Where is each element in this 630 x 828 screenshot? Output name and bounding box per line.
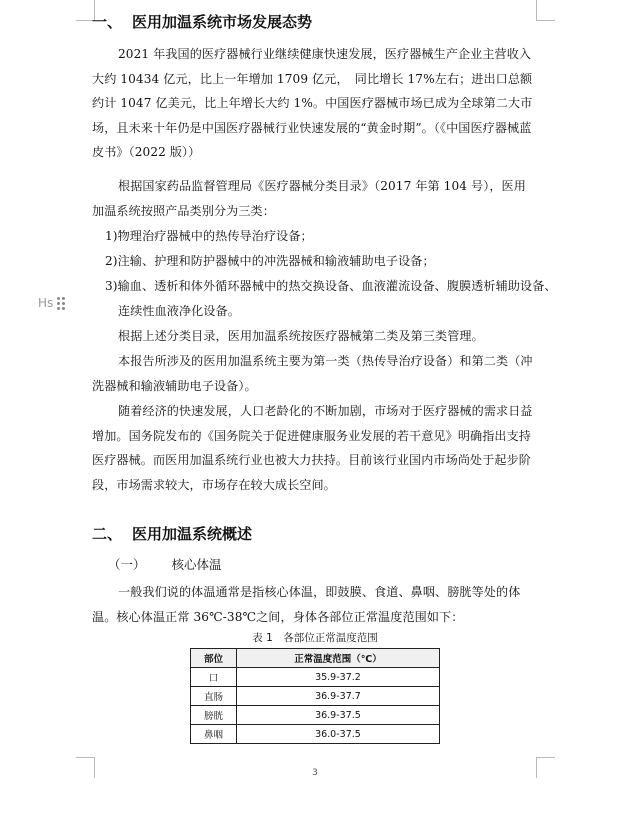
table-row [191,668,440,687]
paragraph-growth: 随着经济的快速发展，人口老龄化的不断加剧，市场对于医疗器械的需求日益增加。国务院发布的《国务院关于促进健康服务业发展的若干意见》明确指出支持医疗器械。而医用加温系统行业也被大力扶持。目前该行业国内市场尚处于起步阶段，市场需求较大，市场存在较大成长空间。 [92,404,533,492]
subsection-number: （一） [108,557,146,572]
cell-range: 35.9-37.2 [236,668,439,687]
subsection-title: 核心体温 [171,557,222,572]
paragraph-classification-intro: 根据国家药品监督管理局《医疗器械分类目录》（2017 年第 104 号），医用加温系统按照产品类别分为三类： [92,179,526,218]
section-heading-2 [92,520,262,548]
page-number: 3 [312,768,318,778]
cell-part: 直肠 [191,687,237,706]
section-number: 二、 [92,525,123,543]
cell-part: 口 [191,668,237,687]
header-part: 部位 [191,649,237,668]
section-heading-1 [92,8,538,36]
cell-part: 鼻咽 [191,725,237,744]
list-item-2: 2)注输、护理和防护器械中的冲洗器械和输液辅助电子设备； [105,254,435,268]
cell-range: 36.9-37.5 [236,706,439,725]
table-row [191,687,440,706]
section-title: 医用加温系统市场发展态势 [132,13,313,31]
cell-range: 36.0-37.5 [236,725,439,744]
cell-part: 膀胱 [191,706,237,725]
paragraph-scope: 本报告所涉及的医用加温系统主要为第一类（热传导治疗设备）和第二类（冲洗器械和输液辅助电子设备）。 [92,354,533,393]
paragraph-core-temperature: 一般我们说的体温通常是指核心体温，即鼓膜、食道、鼻咽、膀胱等处的体温。核心体温正常 36℃-38℃之间，身体各部位正常温度范围如下： [92,585,521,624]
drag-handle-icon[interactable] [57,297,65,310]
list-item-1: 1)物理治疗器械中的热传导治疗设备； [105,229,313,243]
table-header-row [191,649,440,668]
page-corner-top-right [536,0,555,21]
section-title: 医用加温系统概述 [132,525,253,543]
section-number: 一、 [92,13,123,31]
table-row [191,706,440,725]
document-body [92,8,557,741]
paragraph-management: 根据上述分类目录，医用加温系统按医疗器械第二类及第三类管理。 [118,329,484,343]
style-tag-label: Hs [38,296,54,310]
temperature-table [190,648,440,744]
table-caption: 表 1 各部位正常温度范围 [252,632,378,644]
list-item-3: 3)输血、透析和体外循环器械中的热交换设备、血液灌流设备、腹膜透析辅助设备、连续性血液净化设备。 [105,279,557,318]
header-range: 正常温度范围（℃） [236,649,439,668]
table-row [191,725,440,744]
paragraph-style-handle[interactable] [38,296,65,310]
cell-range: 36.9-37.7 [236,687,439,706]
subsection-heading [108,553,248,577]
paragraph-market-overview: 2021 年我国的医疗器械行业继续健康快速发展，医疗器械生产企业主营收入大约 10434 亿元，比上一年增加 1709 亿元， 同比增长 17%左右；进出口总额约计 1047 亿美元，比上年增长大约 1%。中国医疗器械市场已成为全球第二大市场，且未来十年仍是中国医疗器械行业快速发展的“黄金时期”。（《中国医疗器械蓝皮书》（2022 版）） [92,47,533,159]
